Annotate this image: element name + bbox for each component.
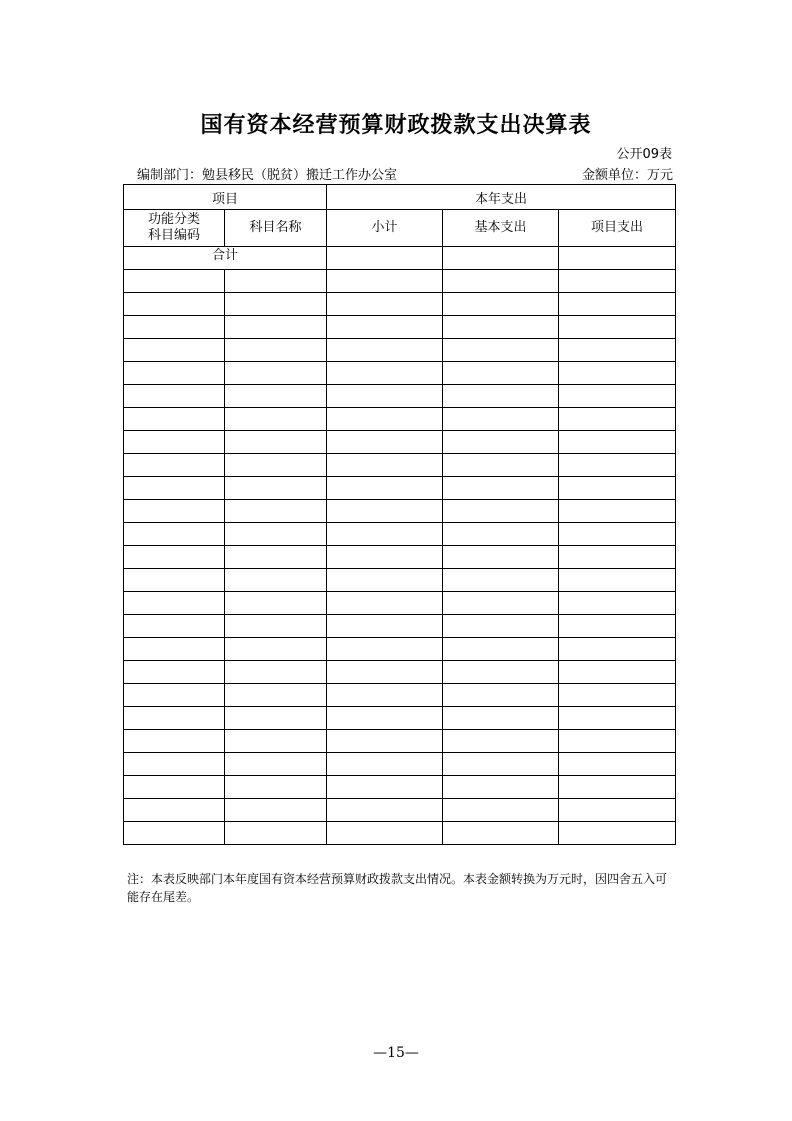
table-cell <box>443 385 559 408</box>
table-row <box>124 684 676 707</box>
table-cell <box>327 638 443 661</box>
table-cell <box>225 339 327 362</box>
column-header-row <box>124 210 676 247</box>
table-cell <box>124 385 225 408</box>
table-cell <box>327 477 443 500</box>
table-cell <box>124 684 225 707</box>
table-cell <box>225 661 327 684</box>
header-func-code-line2: 科目编码 <box>147 228 200 243</box>
table-cell <box>225 822 327 845</box>
table-cell <box>225 799 327 822</box>
table-cell <box>559 316 676 339</box>
table-cell <box>225 293 327 316</box>
table-cell <box>327 661 443 684</box>
table-cell <box>327 799 443 822</box>
table-cell <box>327 270 443 293</box>
table-cell <box>327 316 443 339</box>
table-cell <box>559 362 676 385</box>
table-cell <box>225 500 327 523</box>
table-row <box>124 638 676 661</box>
table-cell <box>443 431 559 454</box>
table-cell <box>443 661 559 684</box>
total-subtotal <box>327 247 443 270</box>
table-cell <box>559 776 676 799</box>
table-row <box>124 454 676 477</box>
table-cell <box>225 776 327 799</box>
table-cell <box>327 454 443 477</box>
table-cell <box>124 293 225 316</box>
table-cell <box>124 707 225 730</box>
table-cell <box>225 753 327 776</box>
table-cell <box>443 339 559 362</box>
table-cell <box>327 546 443 569</box>
table-cell <box>327 707 443 730</box>
table-row <box>124 799 676 822</box>
table-row <box>124 546 676 569</box>
table-cell <box>559 638 676 661</box>
table-row <box>124 661 676 684</box>
table-cell <box>327 339 443 362</box>
table-cell <box>124 776 225 799</box>
table-cell <box>559 293 676 316</box>
table-cell <box>124 638 225 661</box>
total-project <box>559 247 676 270</box>
table-cell <box>443 316 559 339</box>
table-cell <box>327 500 443 523</box>
header-subject-name: 科目名称 <box>225 210 327 247</box>
footnote: 注：本表反映部门本年度国有资本经营预算财政拨款支出情况。本表金额转换为万元时，因四舍五入可能存在尾差。 <box>127 872 668 904</box>
table-row <box>124 500 676 523</box>
table-row <box>124 753 676 776</box>
table-cell <box>124 569 225 592</box>
header-basic: 基本支出 <box>443 210 559 247</box>
header-current-year: 本年支出 <box>327 185 676 210</box>
table-cell <box>124 546 225 569</box>
table-cell <box>124 454 225 477</box>
table-cell <box>225 408 327 431</box>
table-cell <box>124 753 225 776</box>
table-cell <box>124 661 225 684</box>
total-row <box>124 247 676 270</box>
table-cell <box>559 431 676 454</box>
table-row <box>124 776 676 799</box>
table-cell <box>559 500 676 523</box>
table-cell <box>443 638 559 661</box>
table-cell <box>559 592 676 615</box>
table-cell <box>443 454 559 477</box>
table-cell <box>124 799 225 822</box>
table-cell <box>559 569 676 592</box>
form-number: 公开09表 <box>616 147 672 162</box>
table-row <box>124 523 676 546</box>
total-basic <box>443 247 559 270</box>
table-cell <box>225 362 327 385</box>
table-cell <box>327 362 443 385</box>
table-cell <box>443 753 559 776</box>
table-cell <box>559 339 676 362</box>
table-row <box>124 293 676 316</box>
header-item: 项目 <box>124 185 327 210</box>
table-cell <box>443 822 559 845</box>
table-row <box>124 477 676 500</box>
table-cell <box>443 500 559 523</box>
table-cell <box>225 477 327 500</box>
table-cell <box>443 546 559 569</box>
table-row <box>124 592 676 615</box>
table-cell <box>124 431 225 454</box>
table-cell <box>225 730 327 753</box>
page-number: —15— <box>373 1045 419 1061</box>
table-cell <box>327 776 443 799</box>
table-cell <box>124 316 225 339</box>
table-cell <box>124 270 225 293</box>
table-cell <box>443 707 559 730</box>
table-cell <box>559 730 676 753</box>
table-cell <box>225 316 327 339</box>
table-cell <box>559 477 676 500</box>
table-cell <box>124 339 225 362</box>
table-cell <box>559 661 676 684</box>
table-cell <box>443 523 559 546</box>
meta-row <box>137 164 673 183</box>
table-row <box>124 730 676 753</box>
table-cell <box>124 500 225 523</box>
table-cell <box>559 822 676 845</box>
table-cell <box>225 569 327 592</box>
table-cell <box>124 408 225 431</box>
document-title: 国有资本经营预算财政拨款支出决算表 <box>200 113 592 138</box>
table-cell <box>124 592 225 615</box>
table-cell <box>225 385 327 408</box>
table-cell <box>225 592 327 615</box>
table-cell <box>559 454 676 477</box>
table-cell <box>443 408 559 431</box>
table-row <box>124 385 676 408</box>
table-cell <box>559 684 676 707</box>
table-cell <box>327 569 443 592</box>
table-cell <box>225 546 327 569</box>
table-cell <box>559 523 676 546</box>
table-cell <box>443 615 559 638</box>
table-cell <box>559 707 676 730</box>
table-cell <box>559 753 676 776</box>
table-cell <box>225 684 327 707</box>
table-row <box>124 707 676 730</box>
table-cell <box>559 270 676 293</box>
total-label: 合计 <box>124 247 327 270</box>
header-func-code-line1: 功能分类 <box>147 212 200 227</box>
table-cell <box>327 730 443 753</box>
table-cell <box>443 569 559 592</box>
table-cell <box>225 638 327 661</box>
table-row <box>124 408 676 431</box>
table-cell <box>559 385 676 408</box>
table-cell <box>327 592 443 615</box>
table-row <box>124 339 676 362</box>
table-cell <box>327 385 443 408</box>
table-cell <box>443 592 559 615</box>
data-rows <box>124 270 676 845</box>
table-cell <box>327 684 443 707</box>
header-project: 项目支出 <box>559 210 676 247</box>
table-row <box>124 615 676 638</box>
table-cell <box>559 408 676 431</box>
unit-label: 金额单位：万元 <box>581 168 673 183</box>
table-cell <box>124 523 225 546</box>
table-cell <box>327 431 443 454</box>
header-func-code <box>124 210 225 247</box>
table-cell <box>443 270 559 293</box>
table-cell <box>559 799 676 822</box>
table-cell <box>225 431 327 454</box>
table-cell <box>124 730 225 753</box>
table-cell <box>327 408 443 431</box>
table-row <box>124 822 676 845</box>
group-header-row <box>124 185 676 210</box>
header-subtotal: 小计 <box>327 210 443 247</box>
table-cell <box>443 799 559 822</box>
table-cell <box>225 615 327 638</box>
table-cell <box>225 454 327 477</box>
department-label: 编制部门：勉县移民（脱贫）搬迁工作办公室 <box>137 168 398 183</box>
table-cell <box>225 707 327 730</box>
table-cell <box>327 822 443 845</box>
table-row <box>124 316 676 339</box>
table-cell <box>559 546 676 569</box>
table-cell <box>327 615 443 638</box>
budget-table <box>123 184 676 845</box>
table-cell <box>443 730 559 753</box>
table-row <box>124 270 676 293</box>
table-row <box>124 431 676 454</box>
table-cell <box>327 293 443 316</box>
table-row <box>124 569 676 592</box>
table-cell <box>327 523 443 546</box>
table-cell <box>124 362 225 385</box>
table-cell <box>327 753 443 776</box>
table-cell <box>443 684 559 707</box>
table-cell <box>225 523 327 546</box>
table-row <box>124 362 676 385</box>
table-cell <box>443 477 559 500</box>
table-cell <box>443 776 559 799</box>
table-cell <box>124 615 225 638</box>
table-cell <box>443 293 559 316</box>
table-cell <box>225 270 327 293</box>
table-cell <box>124 477 225 500</box>
table-cell <box>559 615 676 638</box>
table-cell <box>443 362 559 385</box>
table-cell <box>124 822 225 845</box>
